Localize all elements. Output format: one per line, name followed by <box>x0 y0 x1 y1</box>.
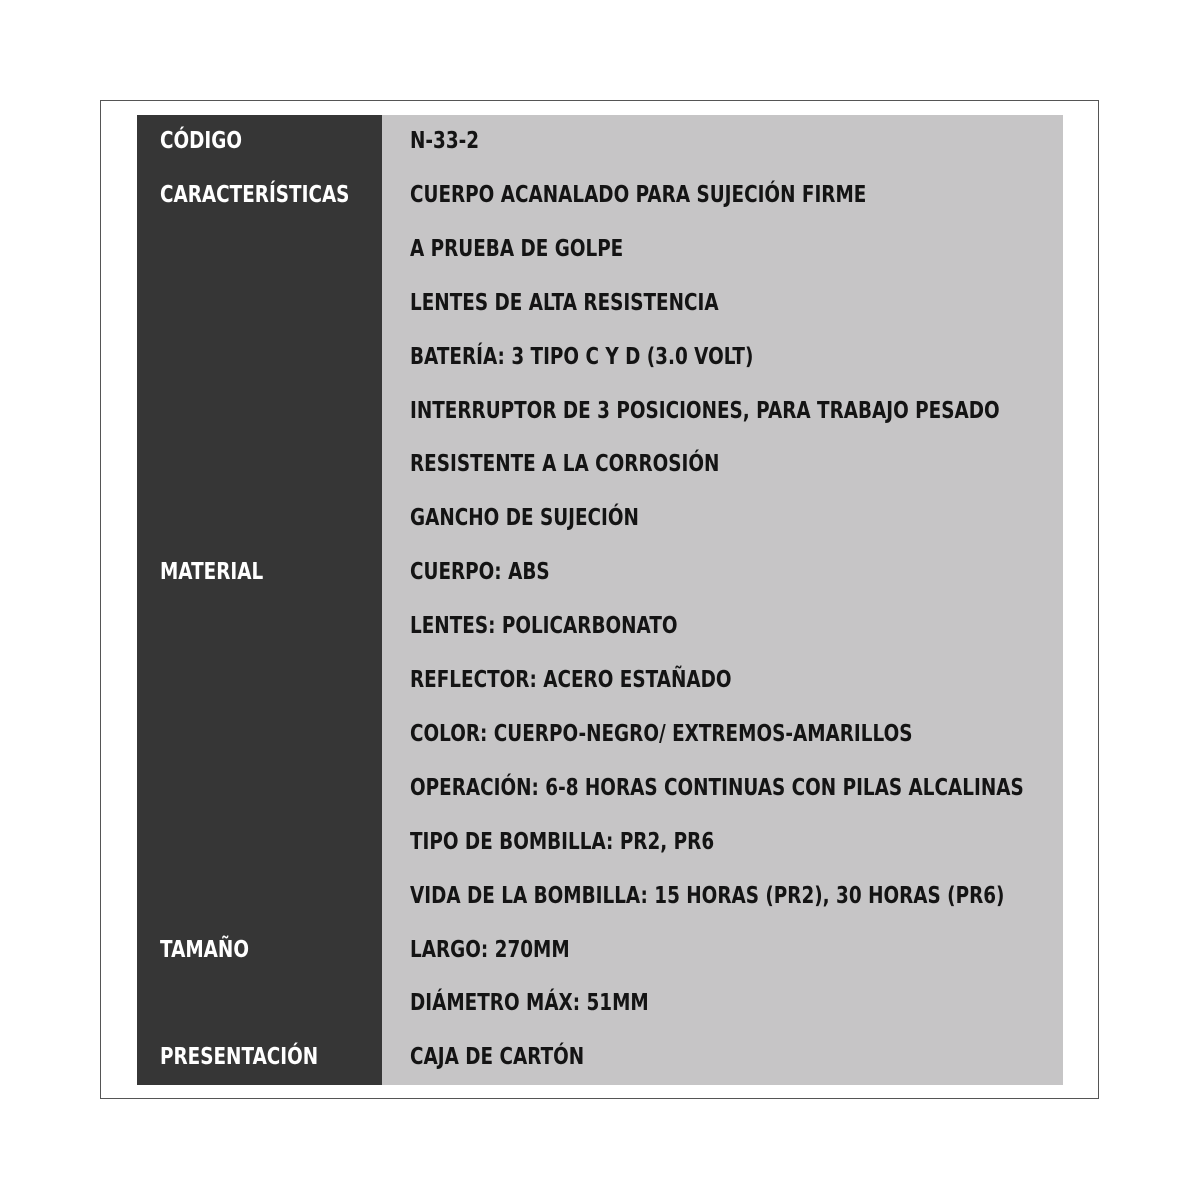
value-caracteristica-3: LENTES DE ALTA RESISTENCIA <box>410 289 719 316</box>
label-presentacion: PRESENTACIÓN <box>160 1044 319 1071</box>
label-material: MATERIAL <box>160 559 264 586</box>
value-material-5: OPERACIÓN: 6-8 HORAS CONTINUAS CON PILAS ALCALINAS <box>410 774 1024 801</box>
value-caracteristica-2: A PRUEBA DE GOLPE <box>410 235 624 262</box>
label-column <box>137 115 382 1085</box>
value-tamano-1: LARGO: 270MM <box>410 936 570 963</box>
value-material-4: COLOR: CUERPO-NEGRO/ EXTREMOS-AMARILLOS <box>410 720 913 747</box>
value-material-7: VIDA DE LA BOMBILLA: 15 HORAS (PR2), 30 HORAS (PR6) <box>410 882 1005 909</box>
value-tamano-2: DIÁMETRO MÁX: 51MM <box>410 990 649 1017</box>
value-caracteristica-5: INTERRUPTOR DE 3 POSICIONES, PARA TRABAJO PESADO <box>410 397 1000 424</box>
label-tamano: TAMAÑO <box>160 936 249 963</box>
value-caracteristica-1: CUERPO ACANALADO PARA SUJECIÓN FIRME <box>410 181 867 208</box>
value-material-6: TIPO DE BOMBILLA: PR2, PR6 <box>410 828 715 855</box>
value-column <box>382 115 1063 1085</box>
value-material-1: CUERPO: ABS <box>410 559 550 586</box>
value-caracteristica-6: RESISTENTE A LA CORROSIÓN <box>410 451 720 478</box>
value-material-2: LENTES: POLICARBONATO <box>410 613 678 640</box>
value-caracteristica-4: BATERÍA: 3 TIPO C Y D (3.0 VOLT) <box>410 343 754 370</box>
label-caracteristicas: CARACTERÍSTICAS <box>160 181 350 208</box>
value-caracteristica-7: GANCHO DE SUJECIÓN <box>410 505 639 532</box>
value-codigo: N-33-2 <box>410 128 480 154</box>
value-material-3: REFLECTOR: ACERO ESTAÑADO <box>410 667 732 693</box>
value-presentacion: CAJA DE CARTÓN <box>410 1044 585 1071</box>
label-codigo: CÓDIGO <box>160 128 243 154</box>
spec-table <box>137 115 1063 1085</box>
